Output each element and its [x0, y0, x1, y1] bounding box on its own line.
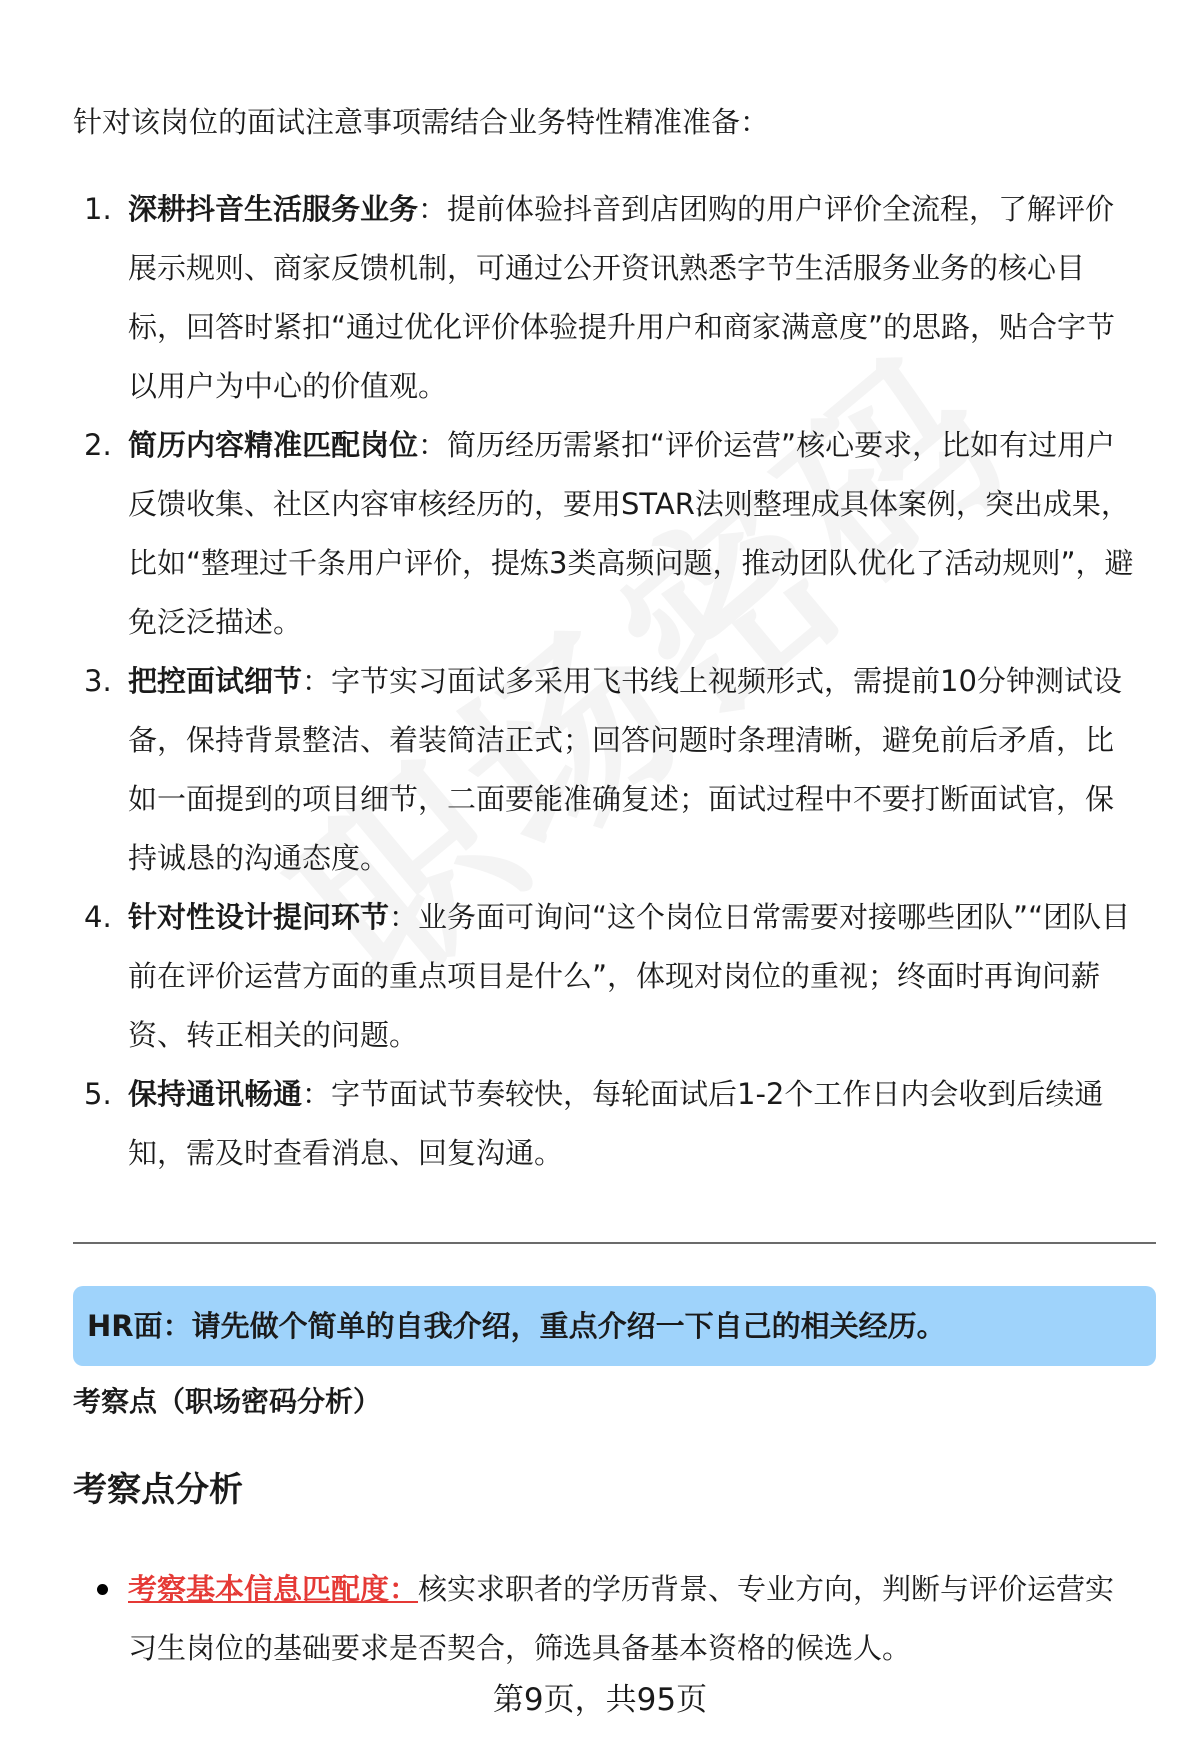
list-item-title: 把控面试细节	[128, 664, 303, 698]
list-item	[0, 1065, 1200, 1183]
tips-list	[0, 180, 1200, 1183]
list-item-body: ：业务面可询问“这个岗位日常需要对接哪些团队”“团队目前在评价运营方面的重点项目是什么”，体现对岗位的重视；终面时再询问薪资、转正相关的问题。	[128, 900, 1131, 1052]
list-item-title: 深耕抖音生活服务业务	[128, 192, 419, 226]
section-heading: 考察点分析	[73, 1470, 243, 1510]
sub-heading: 考察点（职场密码分析）	[73, 1385, 382, 1418]
list-item	[0, 652, 1200, 888]
list-number: 1.	[84, 192, 112, 226]
list-item	[0, 888, 1200, 1065]
list-item-body: ：简历经历需紧扣“评价运营”核心要求，比如有过用户反馈收集、社区内容审核经历的，要用STAR法则整理成具体案例，突出成果，比如“整理过千条用户评价，提炼3类高频问题，推动团队优化了活动规则”，避免泛泛描述。	[128, 428, 1134, 639]
list-item-title: 简历内容精准匹配岗位	[128, 428, 419, 462]
bullet-icon	[97, 1584, 108, 1595]
list-number: 5.	[84, 1077, 112, 1111]
list-item	[0, 1560, 1200, 1678]
intro-paragraph: 针对该岗位的面试注意事项需结合业务特性精准准备：	[73, 105, 770, 139]
list-item-body: ：字节面试节奏较快，每轮面试后1-2个工作日内会收到后续通知，需及时查看消息、回复沟通。	[128, 1077, 1104, 1170]
list-item	[0, 180, 1200, 416]
list-item-title: 保持通讯畅通	[128, 1077, 303, 1111]
list-item-body: 核实求职者的学历背景、专业方向，判断与评价运营实习生岗位的基础要求是否契合，筛选具备基本资格的候选人。	[128, 1572, 1115, 1665]
question-callout	[73, 1286, 1156, 1366]
list-item-title: 考察基本信息匹配度：	[128, 1572, 419, 1606]
list-item-body: ：字节实习面试多采用飞书线上视频形式，需提前10分钟测试设备，保持背景整洁、着装简洁正式；回答问题时条理清晰，避免前后矛盾，比如一面提到的项目细节，二面要能准确复述；面试过程中不要打断面试官，保持诚恳的沟通态度。	[128, 664, 1122, 875]
list-number: 3.	[84, 664, 112, 698]
list-item-body: ：提前体验抖音到店团购的用户评价全流程，了解评价展示规则、商家反馈机制，可通过公开资讯熟悉字节生活服务业务的核心目标，回答时紧扣“通过优化评价体验提升用户和商家满意度”的思路，贴合字节以用户为中心的价值观。	[128, 192, 1116, 403]
analysis-list	[0, 1560, 1200, 1678]
list-item	[0, 416, 1200, 652]
question-text: HR面：请先做个简单的自我介绍，重点介绍一下自己的相关经历。	[87, 1309, 946, 1343]
list-item-title: 针对性设计提问环节	[128, 900, 390, 934]
list-number: 4.	[84, 900, 112, 934]
section-divider	[73, 1242, 1156, 1244]
page-number: 第9页，共95页	[492, 1682, 708, 1718]
list-number: 2.	[84, 428, 112, 462]
